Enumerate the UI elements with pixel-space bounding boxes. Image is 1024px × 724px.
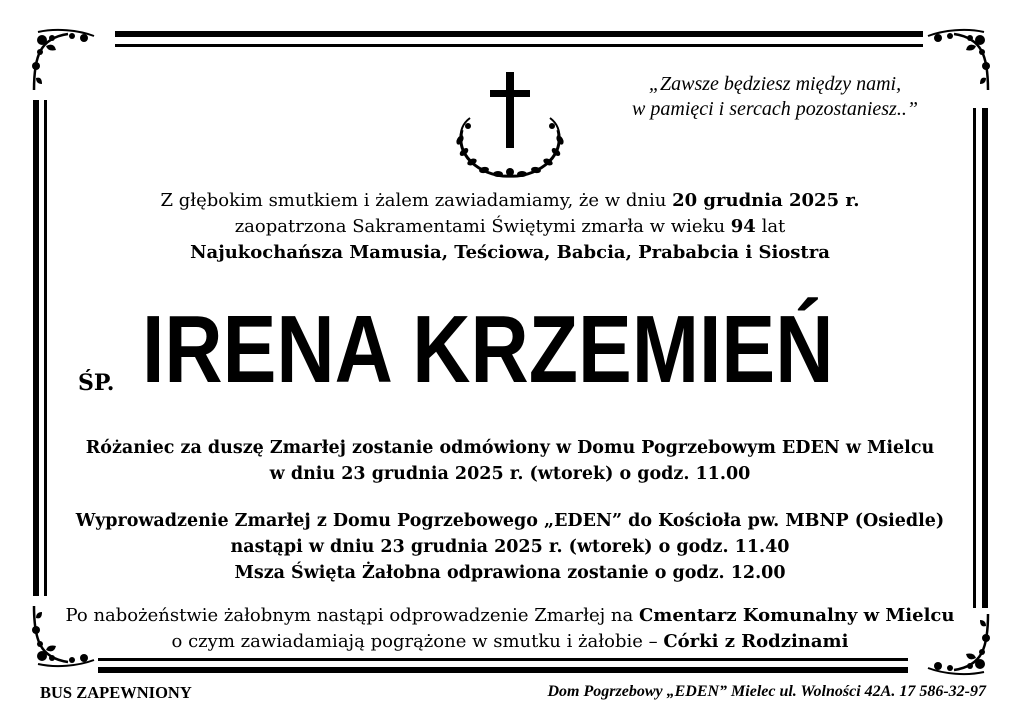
cross-icon (490, 72, 530, 148)
name-prefix: ŚP. (78, 370, 115, 396)
floral-corner-icon (28, 26, 98, 96)
intro-text: Z głębokim smutkiem i żalem zawiadamiamy, że w dniu (160, 190, 673, 211)
funeral-home-contact: Dom Pogrzebowy „EDEN” Mielec ul. Wolności 42A. 17 586-32-97 (547, 683, 986, 700)
rosary-line-1: Różaniec za duszę Zmarłej zostanie odmówiony w Domu Pogrzebowym EDEN w Mielcu (85, 438, 935, 458)
frame-bottom-inner (98, 658, 908, 661)
intro-line-1 (60, 188, 960, 214)
intro-line-3 (60, 240, 960, 266)
quote-line-2: w pamięci i sercach pozostaniesz..” (632, 98, 918, 120)
closing-info (60, 603, 960, 655)
bus-notice: BUS ZAPEWNIONY (40, 683, 192, 702)
rosary-info (60, 435, 960, 487)
quote-line-1: „Zawsze będziesz między nami, (648, 73, 902, 95)
procession-info (60, 508, 960, 586)
intro-text: lat (755, 216, 786, 237)
frame-bottom-outer (98, 667, 908, 673)
cemetery: Cmentarz Komunalny w Mielcu (638, 605, 955, 626)
intro-line-2 (60, 214, 960, 240)
deceased-name-row (0, 292, 1024, 412)
relations: Najukochańsza Mamusia, Teściowa, Babcia, Prababcia i Siostra (190, 242, 830, 263)
closing-text: Po nabożeństwie żałobnym nastąpi odprowadzenie Zmarłej na (65, 605, 639, 626)
deceased-name: IRENA KRZEMIEŃ (142, 296, 834, 403)
announcement-intro (60, 188, 960, 266)
cross-wreath (448, 70, 572, 182)
quote (600, 72, 950, 122)
procession-line-3: Msza Święta Żałobna odprawiona zostanie o godz. 12.00 (234, 563, 786, 583)
frame-top-outer (115, 31, 923, 37)
rosary-line-2: w dniu 23 grudnia 2025 r. (wtorek) o godz. 11.00 (269, 464, 751, 484)
procession-line-2: nastąpi w dniu 23 grudnia 2025 r. (wtorek) o godz. 11.40 (230, 537, 790, 557)
signatories: Córki z Rodzinami (663, 631, 849, 652)
closing-line-1 (60, 603, 960, 629)
closing-text: o czym zawiadamiają pogrążone w smutku i żałobie – (171, 631, 664, 652)
frame-top-inner (115, 44, 923, 47)
intro-text: zaopatrzona Sakramentami Świętymi zmarła w wieku (234, 216, 731, 237)
age: 94 (730, 216, 756, 237)
procession-line-1: Wyprowadzenie Zmarłej z Domu Pogrzebowego „EDEN” do Kościoła pw. MBNP (Osiedle) (75, 511, 945, 531)
death-date: 20 grudnia 2025 r. (672, 190, 860, 211)
closing-line-2 (60, 629, 960, 655)
